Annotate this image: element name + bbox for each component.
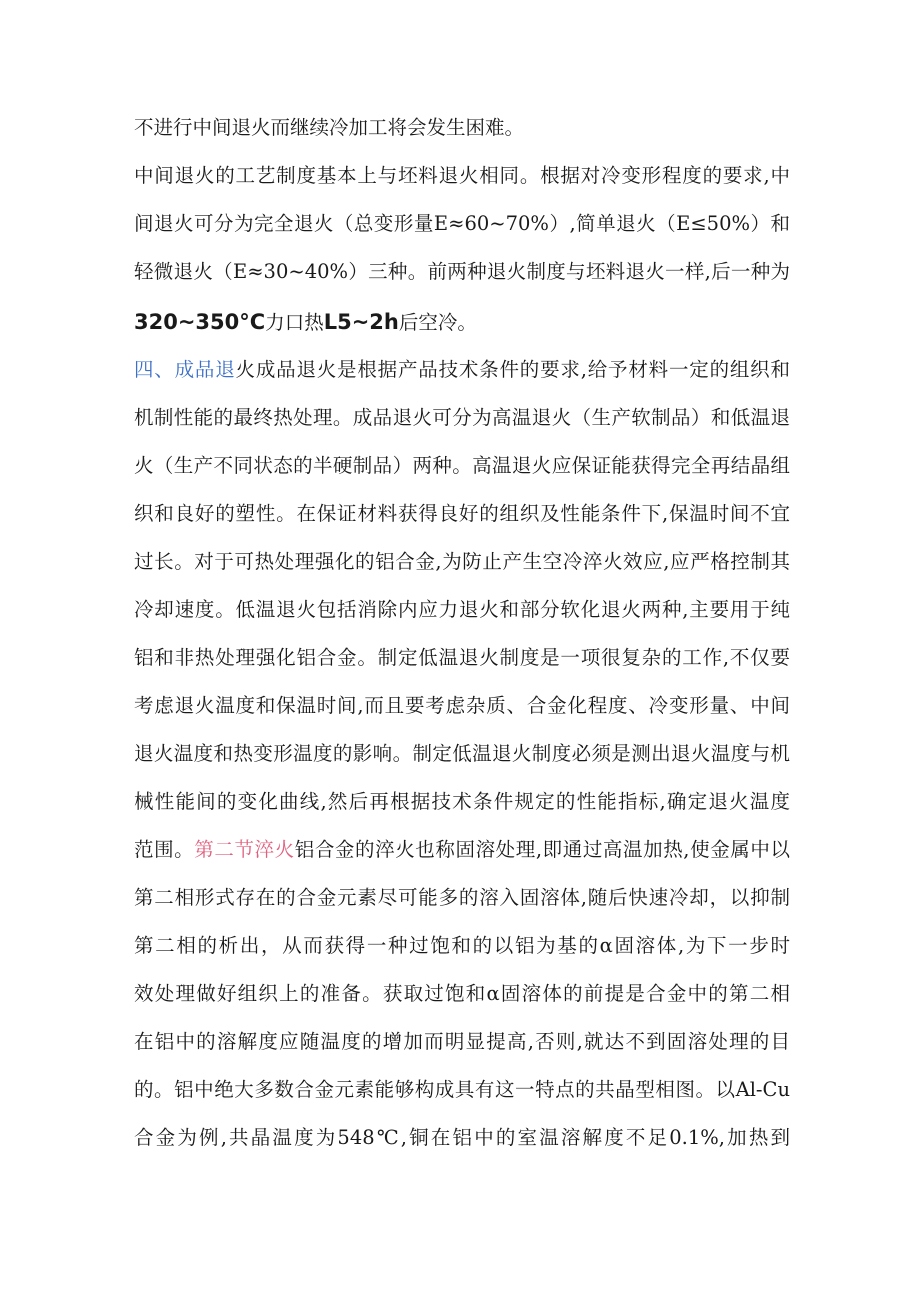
duration-value: L5~2h [323,310,399,334]
text-line: 冷却速度。低温退火包括消除内应力退火和部分软化退火两种,主要用于纯 [134,598,790,621]
text-line: 铝和非热处理强化铝合金。制定低温退火制度是一项很复杂的工作,不仅要 [134,646,790,669]
text-line-section-4 [134,346,790,394]
text-line: 在铝中的溶解度应随温度的增加而明显提高,否则,就达不到固溶处理的目 [134,1030,790,1053]
temperature-range: 320~350°C [134,310,266,334]
text-line: 间退火可分为完全退火（总变形量E≈60~70%）,简单退火（E≤50%）和 [134,212,790,235]
section-body: 火成品退火是根据产品技术条件的要求,给予材料一定的组织和 [235,358,790,381]
text-line: 效处理做好组织上的准备。获取过饱和α固溶体的前提是合金中的第二相 [134,982,790,1005]
section-lead: 范围。 [134,838,195,861]
text-line: 火（生产不同状态的半硬制品）两种。高温退火应保证能获得完全再结晶组 [134,454,790,477]
text-line: 第二相的析出，从而获得一种过饱和的以铝为基的α固溶体,为下一步时 [134,934,790,957]
text-line: 过长。对于可热处理强化的铝合金,为防止产生空冷淬火效应,应严格控制其 [134,550,790,573]
text-line: 考虑退火温度和保温时间,而且要考虑杂质、合金化程度、冷变形量、中间 [134,694,790,717]
text-line: 不进行中间退火而继续冷加工将会发生困难。 [134,116,525,139]
section-heading-quenching: 第二节淬火 [194,838,295,861]
text-line: 械性能间的变化曲线,然后再根据技术条件规定的性能指标,确定退火温度 [134,790,790,813]
text-line: 的。铝中绝大多数合金元素能够构成具有这一特点的共晶型相图。以Al-Cu [134,1078,790,1101]
text-line: 第二相形式存在的合金元素尽可能多的溶入固溶体,随后快速冷却，以抑制 [134,886,790,909]
text-line: 退火温度和热变形温度的影响。制定低温退火制度必须是测出退火温度与机 [134,742,790,765]
heat-label: 力口热 [265,311,324,334]
text-line: 中间退火的工艺制度基本上与坯料退火相同。根据对冷变形程度的要求,中 [134,164,790,187]
text-line: 机制性能的最终热处理。成品退火可分为高温退火（生产软制品）和低温退 [134,406,790,429]
cooling-label: 后空冷。 [398,311,477,334]
text-line: 合金为例,共晶温度为548℃,铜在铝中的室温溶解度不足0.1%,加热到 [134,1126,790,1149]
section-body: 铝合金的淬火也称固溶处理,即通过高温加热,使金属中以 [294,838,790,861]
text-line: 织和良好的塑性。在保证材料获得良好的组织及性能条件下,保温时间不宜 [134,502,790,525]
section-heading-finished-annealing: 四、成品退 [134,358,236,381]
text-line-temperature [134,298,790,346]
text-line: 轻微退火（E≈30~40%）三种。前两种退火制度与坯料退火一样,后一种为 [134,260,790,283]
text-line-section-2 [134,826,790,874]
